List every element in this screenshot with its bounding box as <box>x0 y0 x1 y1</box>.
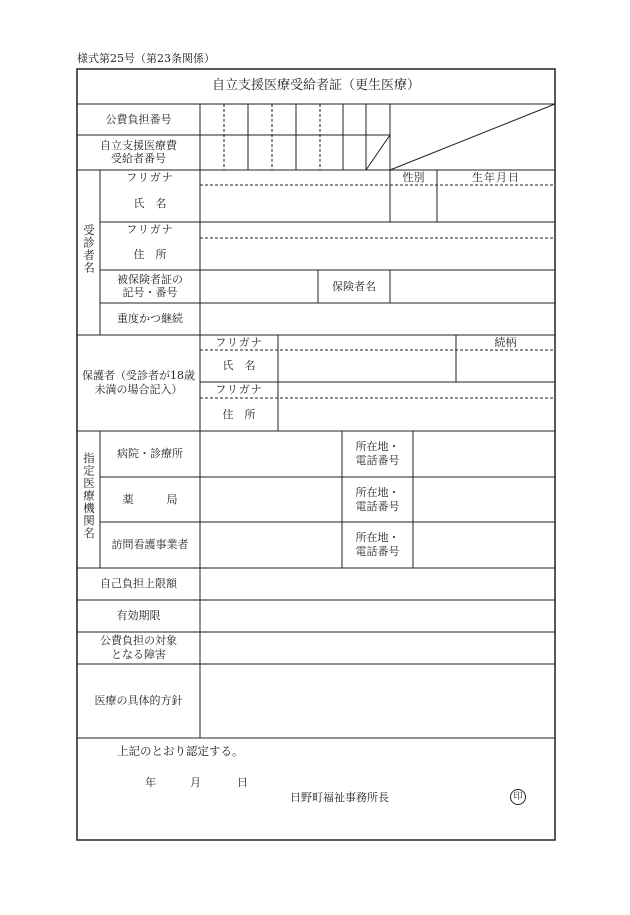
form-label: 様式第25号（第23条関係） <box>77 52 215 65</box>
patient-furigana-label: フリガナ <box>126 171 174 184</box>
date-day-label: 日 <box>237 776 248 789</box>
issuer-name: 日野町福祉事務所長 <box>290 791 389 804</box>
patient-name-label: 氏 名 <box>133 197 167 210</box>
pharmacy-location-phone-label: 所在地・ 電話番号 <box>355 486 400 513</box>
recipient-number-label: 自立支援医療費 受給者番号 <box>100 139 177 165</box>
patient-group-label: 受診者名 <box>82 224 96 274</box>
guardian-name-label: 氏 名 <box>222 359 256 372</box>
validity-label: 有効期限 <box>116 609 161 622</box>
severe-continuous-label: 重度かつ継続 <box>117 312 183 325</box>
nursing-location-phone-label: 所在地・ 電話番号 <box>355 531 400 558</box>
birthdate-label: 生年月日 <box>472 171 520 184</box>
hospital-location-phone-label: 所在地・ 電話番号 <box>355 440 400 467</box>
insurer-label: 保険者名 <box>332 280 376 293</box>
date-month-label: 月 <box>190 776 201 789</box>
nursing-label: 訪問看護事業者 <box>111 538 189 551</box>
guardian-furigana-label: フリガナ <box>215 336 263 349</box>
form-title: 自立支援医療受給者証（更生医療） <box>211 78 420 93</box>
guardian-address-label: 住 所 <box>222 408 256 421</box>
treatment-policy-label: 医療の具体的方針 <box>94 694 183 707</box>
guardian-furigana2-label: フリガナ <box>215 383 263 396</box>
patient-furigana2-label: フリガナ <box>126 223 174 236</box>
seal-mark: 印 <box>510 789 526 805</box>
copay-limit-label: 自己負担上限額 <box>100 577 177 590</box>
public-burden-number-label: 公費負担番号 <box>105 113 172 126</box>
institutions-group-label: 指定医療機関名 <box>82 452 96 540</box>
patient-address-label: 住 所 <box>133 248 167 261</box>
hospital-label: 病院・診療所 <box>117 447 183 460</box>
sex-label: 性別 <box>402 171 425 184</box>
guardian-group-label: 保護者（受診者が18歳 未満の場合記入） <box>82 369 195 396</box>
certify-text: 上記のとおり認定する。 <box>117 744 244 758</box>
target-disability-label: 公費負担の対象 となる障害 <box>100 634 177 661</box>
date-year-label: 年 <box>145 776 156 789</box>
relation-label: 続柄 <box>494 336 517 349</box>
insurance-card-label: 被保険者証の 記号・番号 <box>117 273 183 299</box>
pharmacy-label: 薬 局 <box>122 493 178 506</box>
